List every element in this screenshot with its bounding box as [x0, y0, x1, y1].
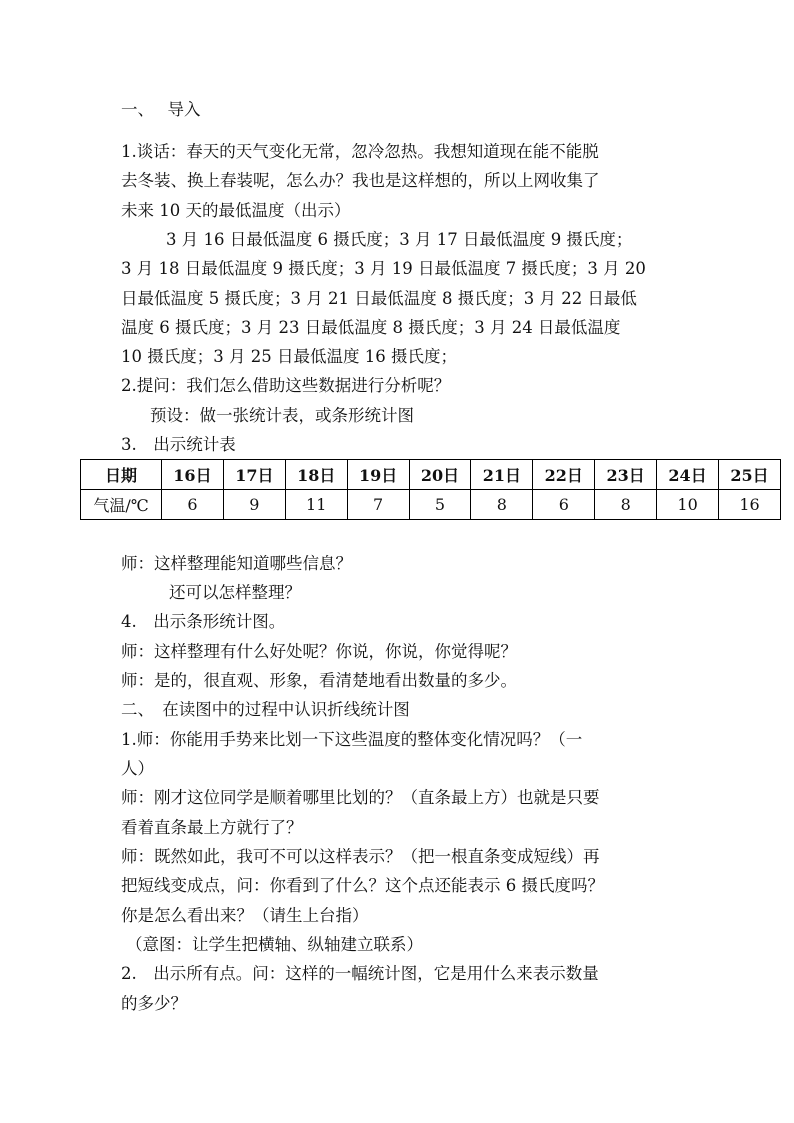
table-cell: 16	[719, 490, 781, 520]
paragraph-line: 还可以怎样整理？	[169, 583, 301, 602]
paragraph-line: 温度 6 摄氏度；3 月 23 日最低温度 8 摄氏度；3 月 24 日最低温度	[121, 318, 621, 337]
table-cell: 7	[347, 490, 409, 520]
paragraph-line: 未来 10 天的最低温度（出示）	[121, 201, 351, 220]
paragraph-line: 3 月 16 日最低温度 6 摄氏度；3 月 17 日最低温度 9 摄氏度；	[166, 230, 633, 249]
table-header-cell: 24日	[657, 460, 719, 490]
table-header-cell: 16日	[162, 460, 224, 490]
paragraph-line: （意图：让学生把横轴、纵轴建立联系）	[126, 935, 423, 954]
table-cell: 9	[223, 490, 285, 520]
table-cell: 8	[595, 490, 657, 520]
paragraph-line: 师：既然如此，我可不可以这样表示？（把一根直条变成短线）再	[121, 847, 600, 866]
table-header-cell: 25日	[719, 460, 781, 490]
table-cell: 6	[533, 490, 595, 520]
paragraph-line: 2.提问：我们怎么借助这些数据进行分析呢？	[121, 376, 451, 395]
paragraph-line: 3 月 18 日最低温度 9 摄氏度；3 月 19 日最低温度 7 摄氏度；3 月 20	[121, 259, 646, 278]
paragraph-line: 人）	[121, 759, 154, 778]
table-header-cell: 18日	[285, 460, 347, 490]
paragraph-line: 预设：做一张统计表，或条形统计图	[150, 406, 414, 425]
paragraph-line: 10 摄氏度；3 月 25 日最低温度 16 摄氏度；	[121, 347, 457, 366]
paragraph-line: 你是怎么看出来？（请生上台指）	[121, 906, 369, 925]
paragraph-line: 日最低温度 5 摄氏度；3 月 21 日最低温度 8 摄氏度；3 月 22 日最低	[121, 289, 637, 308]
table-header-row	[81, 460, 781, 490]
table-cell: 5	[409, 490, 471, 520]
paragraph-line: 去冬装、换上春装呢，怎么办？我也是这样想的，所以上网收集了	[121, 171, 600, 190]
paragraph-line: 把短线变成点，问：你看到了什么？这个点还能表示 6 摄氏度吗？	[121, 876, 604, 895]
paragraph-line: 看着直条最上方就行了？	[121, 818, 303, 837]
table-header-cell: 20日	[409, 460, 471, 490]
table-header-cell: 23日	[595, 460, 657, 490]
paragraph-line: 的多少？	[121, 994, 187, 1013]
table-cell: 8	[471, 490, 533, 520]
paragraph-line: 师：是的，很直观、形象，看清楚地看出数量的多少。	[121, 671, 517, 690]
paragraph-line: 3. 出示统计表	[121, 435, 236, 454]
table-header-cell: 19日	[347, 460, 409, 490]
table-cell: 6	[162, 490, 224, 520]
paragraph-line: 师：刚才这位同学是顺着哪里比划的？（直条最上方）也就是只要	[121, 788, 600, 807]
table-header-cell: 22日	[533, 460, 595, 490]
paragraph-line: 师：这样整理能知道哪些信息？	[121, 554, 352, 573]
table-header-cell: 17日	[223, 460, 285, 490]
table-row	[81, 490, 781, 520]
paragraph-line: 师：这样整理有什么好处呢？你说，你说，你觉得呢？	[121, 642, 517, 661]
paragraph-line: 4. 出示条形统计图。	[121, 612, 286, 631]
section-heading-2: 二、 在读图中的过程中认识折线统计图	[121, 700, 410, 719]
paragraph-line: 1.谈话：春天的天气变化无常，忽冷忽热。我想知道现在能不能脱	[121, 142, 599, 161]
table-cell: 11	[285, 490, 347, 520]
paragraph-line: 2. 出示所有点。问：这样的一幅统计图，它是用什么来表示数量	[121, 964, 599, 983]
table-header-cell: 21日	[471, 460, 533, 490]
section-heading-1: 一、 导入	[121, 100, 201, 119]
table-header-cell: 日期	[81, 460, 162, 490]
table-row-label: 气温/℃	[81, 490, 162, 520]
paragraph-line: 1.师：你能用手势来比划一下这些温度的整体变化情况吗？（一	[121, 730, 583, 749]
table-cell: 10	[657, 490, 719, 520]
temperature-table	[80, 459, 781, 520]
